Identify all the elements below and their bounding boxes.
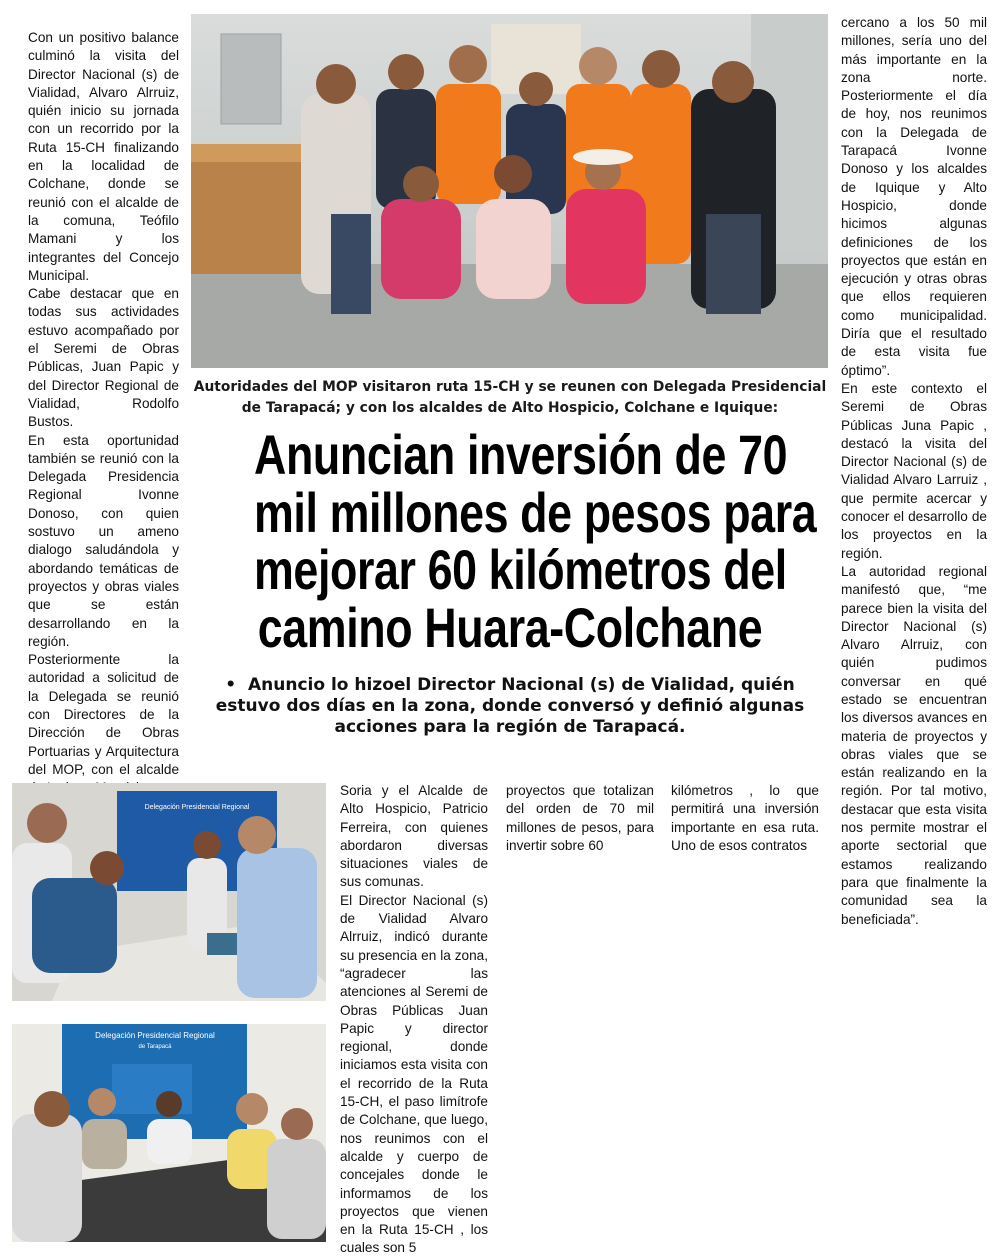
conference-meeting-photo: [12, 1024, 326, 1242]
map-meeting-photo: [12, 783, 326, 1001]
paragraph: La autoridad regional manifestó que, “me parece bien la visita del Director Nacional (s) Alvaro Alrruiz, con quién pudimos conversar en qué estado se encuentran los diversos avances en materia de proyectos y obras viales que se están realizando en la región. Por tal motivo, destacar que esta visita nos permite mostrar el aporte sectorial que estamos realizando para que finalmente la comunidad sea la beneficiada”.: [841, 563, 987, 927]
bullet-icon: •: [225, 675, 237, 695]
photo-caption: Autoridades del MOP visitaron ruta 15-CH y se reunen con Delegada Presidencial de Tarapacá; y con los alcaldes de Alto Hospicio, Colchane e Iquique:: [193, 379, 827, 416]
paragraph: En esta oportunidad también se reunió con la Delegada Presidencia Regional Ivonne Donoso, con quien sostuvo un ameno dialogo saludándola y abordando temáticas de proyectos y obras viales que se están desarrollando en la región.: [28, 432, 179, 649]
headline-line: mil millones de pesos para: [254, 480, 817, 544]
meeting-around-conference-table: [12, 1024, 326, 1242]
article-column-left: [28, 29, 179, 797]
paragraph: Soria y el Alcalde de Alto Hospicio, Patricio Ferreira, con quienes abordaron diversas situaciones viales de sus comunas.: [340, 783, 488, 890]
summary-bullet: [195, 675, 825, 738]
group-photo-officials-in-meeting-room: [191, 14, 828, 368]
paragraph: Con un positivo balance culminó la visita del Director Nacional (s) de Vialidad, Alvaro Alrruiz, quién inicio su jornada con un recorrido por la Ruta 15-CH finalizando en la localidad de Colchane, donde se reunió con el alcalde de la comuna, Teófilo Mamani y los integrantes del Concejo Municipal.: [28, 30, 179, 283]
officials-reviewing-map-at-table: [12, 783, 326, 1001]
article-column-3: [506, 782, 654, 855]
paragraph: proyectos que totalizan del orden de 70 mil millones de pesos, para invertir sobre 60: [506, 783, 654, 853]
paragraph: En este contexto el Seremi de Obras Públicas Juna Papic , destacó la visita del Director Nacional (s) de Vialidad Alvaro Larruiz , que permite acercar y conocer el desarrollo de los proyectos en la región.: [841, 380, 987, 561]
bullet-line: estuvo dos días en la zona, donde conversó y definió algunas: [215, 696, 805, 716]
article-column-4: [671, 782, 819, 855]
banner-text: Delegación Presidencial Regional: [144, 804, 250, 811]
bullet-line: acciones para la región de Tarapacá.: [334, 717, 686, 737]
article-column-mid: [340, 782, 488, 1258]
bullet-line: • Anuncio lo hizoel Director Nacional (s) de Vialidad, quién: [225, 675, 795, 695]
paragraph: Posteriormente la autoridad a solicitud de la Delegada se reunió con Directores de la Dirección de Obras Portuarias y Arquitectura del MOP, con el alcalde: [28, 652, 179, 777]
paragraph: Cabe destacar que en todas sus actividades estuvo acompañado por el Seremi de Obras Públicas, Juan Papic y del Director Regional de Vialidad, Rodolfo Bustos.: [28, 286, 179, 430]
banner-title-text: Delegación Presidencial Regional: [95, 1031, 215, 1040]
headline-line: Anuncian inversión de 70: [254, 423, 788, 486]
group-photo: [191, 14, 828, 368]
headline-line: mejorar 60 kilómetros del: [254, 538, 787, 601]
article-column-right: [841, 14, 987, 929]
headline: [254, 423, 817, 659]
paragraph: kilómetros , lo que permitirá una inversión importante en esa ruta. Uno de esos contratos: [671, 783, 819, 853]
paragraph: El Director Nacional (s) de Vialidad Alvaro Alrruiz, indicó durante su presencia en la zona, “agradecer las atenciones al Seremi de Obras Públicas Juan Papic y director regional, donde iniciamos esta visita con el recorrido de la Ruta 15-CH, el paso limítrofe de Colchane, que luego, nos reunimos con el alcalde y cuerpo de concejales donde le informamos de los proyectos que vienen en la Ruta 15-CH , los cuales son 5: [340, 892, 488, 1256]
headline-line: camino Huara-Colchane: [257, 595, 763, 659]
paragraph: cercano a los 50 mil millones, sería uno del más importante en la zona norte. Posteriormente el día de hoy, nos reunimos con la Delegada de Tarapacá Ivonne Donoso y los alcaldes de Iquique y Alto Hospicio, donde hicimos algunas definiciones de los proyectos que están en ejecución y otras obras que ellos requieren como municipalidad. Diría que el resultado de esta visita fue óptimo”.: [841, 15, 987, 378]
banner-subtitle-text: de Tarapacá: [138, 1044, 172, 1050]
